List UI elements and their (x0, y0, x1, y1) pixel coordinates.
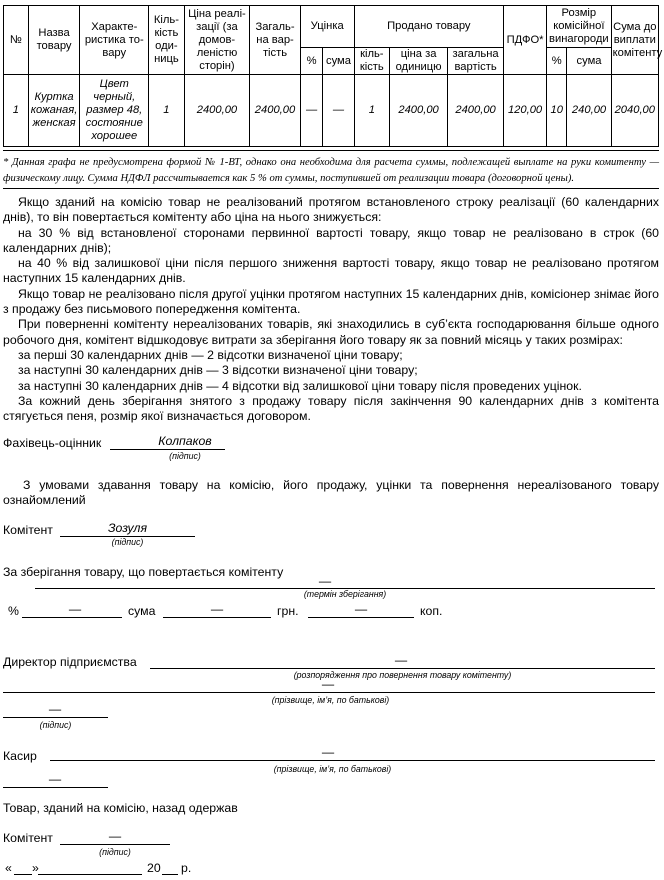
storage-term-dash: — (318, 574, 332, 588)
header-sold: Продано товару (354, 6, 503, 48)
footnote-bottom-rule (3, 188, 659, 189)
director-fullname-dash: — (321, 677, 335, 691)
uah-label: грн. (277, 604, 299, 618)
appraiser-label: Фахівець-оцінник (3, 436, 102, 450)
committent-receipt-label: Комітент (3, 831, 53, 845)
cashier-fullname-line[interactable] (50, 747, 655, 761)
header-commission-sum: сума (567, 48, 611, 75)
terms-paragraph-9: За кожний день зберігання знятого з продажу товару після закінчення 90 календарних днів з комітента стягується пеня, розмір якої визначається договором. (3, 393, 659, 424)
director-label: Директор підприємства (3, 655, 137, 669)
cell-name: Куртка кожаная, женская (28, 75, 80, 147)
sum-grn-dash: — (210, 602, 224, 616)
cell-payout: 2040,00 (611, 75, 658, 147)
terms-paragraph-8: за наступні 30 календарних днів — 4 відсотки від залишкової ціни товару після проведених уцінок. (18, 378, 582, 393)
cell-sold-qty: 1 (354, 75, 389, 147)
cell-markdown-sum: — (323, 75, 354, 147)
date-month-line[interactable] (38, 861, 142, 875)
cashier-fullname-dash: — (321, 745, 335, 759)
header-payout: Сума до виплати комітенту (611, 6, 658, 75)
cell-sold-unit-price: 2400,00 (390, 75, 448, 147)
footnote-text: * Данная графа не предусмотрена формой № 1-ВТ, однако она необходима для расчета суммы, подлежащей выплате на руки комитенту — физическому лицу. Сумма НДФЛ рассчитывается как 5 % от суммы, поступившей от реализации товара (договорной цены). (3, 157, 659, 184)
header-commission-pct: % (547, 48, 567, 75)
committent-receipt-signature-caption: (підпис) (99, 847, 131, 857)
terms-paragraph-4: Якщо товар не реалізовано після другої уцінки протягом наступних 15 календарних днів, комісіонер знімає його з продажу без письмового попередження комітента. (3, 286, 659, 317)
header-sold-qty: кіль-кість (354, 48, 389, 75)
terms-paragraph-1: Якщо зданий на комісію товар не реалізований протягом встановленого строку реалізації (60 календарних днів), то він повертається комітенту або ціна на нього знижується: (3, 195, 659, 225)
table-row (4, 75, 659, 147)
cashier-label: Касир (3, 749, 37, 763)
director-signature-caption: (підпис) (39, 720, 72, 730)
consent-text: З умовами здавання товару на комісію, його продажу, уцінки та повернення нереалізованого товару ознайомлений (3, 478, 659, 508)
storage-term-line[interactable] (35, 575, 655, 589)
cell-pdfo: 120,00 (504, 75, 547, 147)
cell-total: 2400,00 (250, 75, 301, 147)
date-quote-close: » (32, 861, 39, 875)
header-sold-unit-price: ціна за одиницю (390, 48, 448, 75)
header-markdown: Уцінка (300, 6, 354, 48)
cell-commission-pct: 10 (547, 75, 567, 147)
terms-text (3, 195, 659, 424)
terms-paragraph-5: При поверненні комітенту нереалізованих товарів, які знаходились в суб’єкта господарювання більше одного робочого дня, комітент відшкодовує витрати за зберігання його товару як за повний місяць у таких розмірах: (3, 317, 659, 347)
date-year-prefix: 20 (147, 861, 161, 875)
header-characteristic: Характе-ристика то-вару (80, 6, 149, 75)
header-num: № (4, 6, 29, 75)
date-year-line[interactable] (162, 861, 178, 875)
terms-paragraph-6: за перші 30 календарних днів — 2 відсотки визначеної ціни товару; (18, 347, 403, 362)
appraiser-signature: Колпаков (158, 434, 212, 448)
cell-price: 2400,00 (184, 75, 250, 147)
header-name: Назва товару (28, 6, 80, 75)
date-day-line[interactable] (14, 861, 32, 875)
header-total: Загаль-на вар-тість (250, 6, 301, 75)
terms-paragraph-3: на 40 % від залишкової ціни після першого зниження вартості товару, якщо товар не реалізовано протягом наступних 15 календарних днів. (3, 256, 659, 286)
cell-characteristic: Цвет черный, размер 48, состояние хорошее (80, 75, 149, 147)
director-fullname-caption: (прізвище, ім’я, по батькові) (271, 695, 390, 705)
percent-sign: % (8, 604, 19, 618)
cell-commission-sum: 240,00 (567, 75, 611, 147)
cell-num: 1 (4, 75, 29, 147)
table-header-row (4, 6, 659, 48)
committent-signature: Зозуля (107, 521, 148, 535)
received-text: Товар, зданий на комісію, назад одержав (3, 801, 238, 815)
cashier-fullname-caption: (прізвище, ім’я, по батькові) (273, 764, 392, 774)
terms-paragraph-7: за наступні 30 календарних днів — 3 відсотки визначеної ціни товару; (18, 363, 418, 378)
kop-label: коп. (420, 604, 443, 618)
terms-paragraph-2: на 30 % від встановленої сторонами первинної вартості товару, якщо товар не реалізовано в строк (60 календарних днів); (3, 225, 659, 255)
committent-label: Комітент (3, 523, 53, 537)
header-price: Ціна реалі-зації (за домов-леністю сторін) (184, 6, 250, 75)
cell-markdown-pct: — (300, 75, 323, 147)
cell-quantity: 1 (149, 75, 184, 147)
header-markdown-sum: сума (323, 48, 354, 75)
header-commission: Розмір комісійної винагороди (547, 6, 612, 48)
director-signature-dash: — (48, 702, 62, 716)
cell-sold-total: 2400,00 (448, 75, 504, 147)
storage-label: За зберігання товару, що повертається комітенту (3, 565, 284, 579)
committent-signature-caption: (підпис) (111, 537, 144, 547)
commission-goods-table (3, 5, 663, 147)
cashier-signature-dash: — (48, 772, 62, 786)
date-year-suffix: р. (181, 861, 192, 875)
return-order-dash: — (394, 653, 408, 667)
storage-term-caption: (термін зберігання) (303, 589, 387, 599)
sum-kop-dash: — (354, 602, 368, 616)
date-quote-open: « (5, 861, 12, 875)
header-sold-total: загальна вартість (448, 48, 504, 75)
header-pdfo: ПДФО* (504, 6, 547, 75)
return-order-caption: (розпорядження про повернення товару комітенту) (293, 670, 512, 680)
appraiser-signature-caption: (підпис) (169, 451, 201, 461)
sum-label: сума (128, 604, 156, 618)
footnote-top-rule (3, 150, 659, 151)
percent-value-dash: — (68, 602, 82, 616)
committent-receipt-signature-dash: — (108, 829, 122, 843)
header-markdown-pct: % (300, 48, 323, 75)
header-quantity: Кіль-кість оди-ниць (149, 6, 184, 75)
